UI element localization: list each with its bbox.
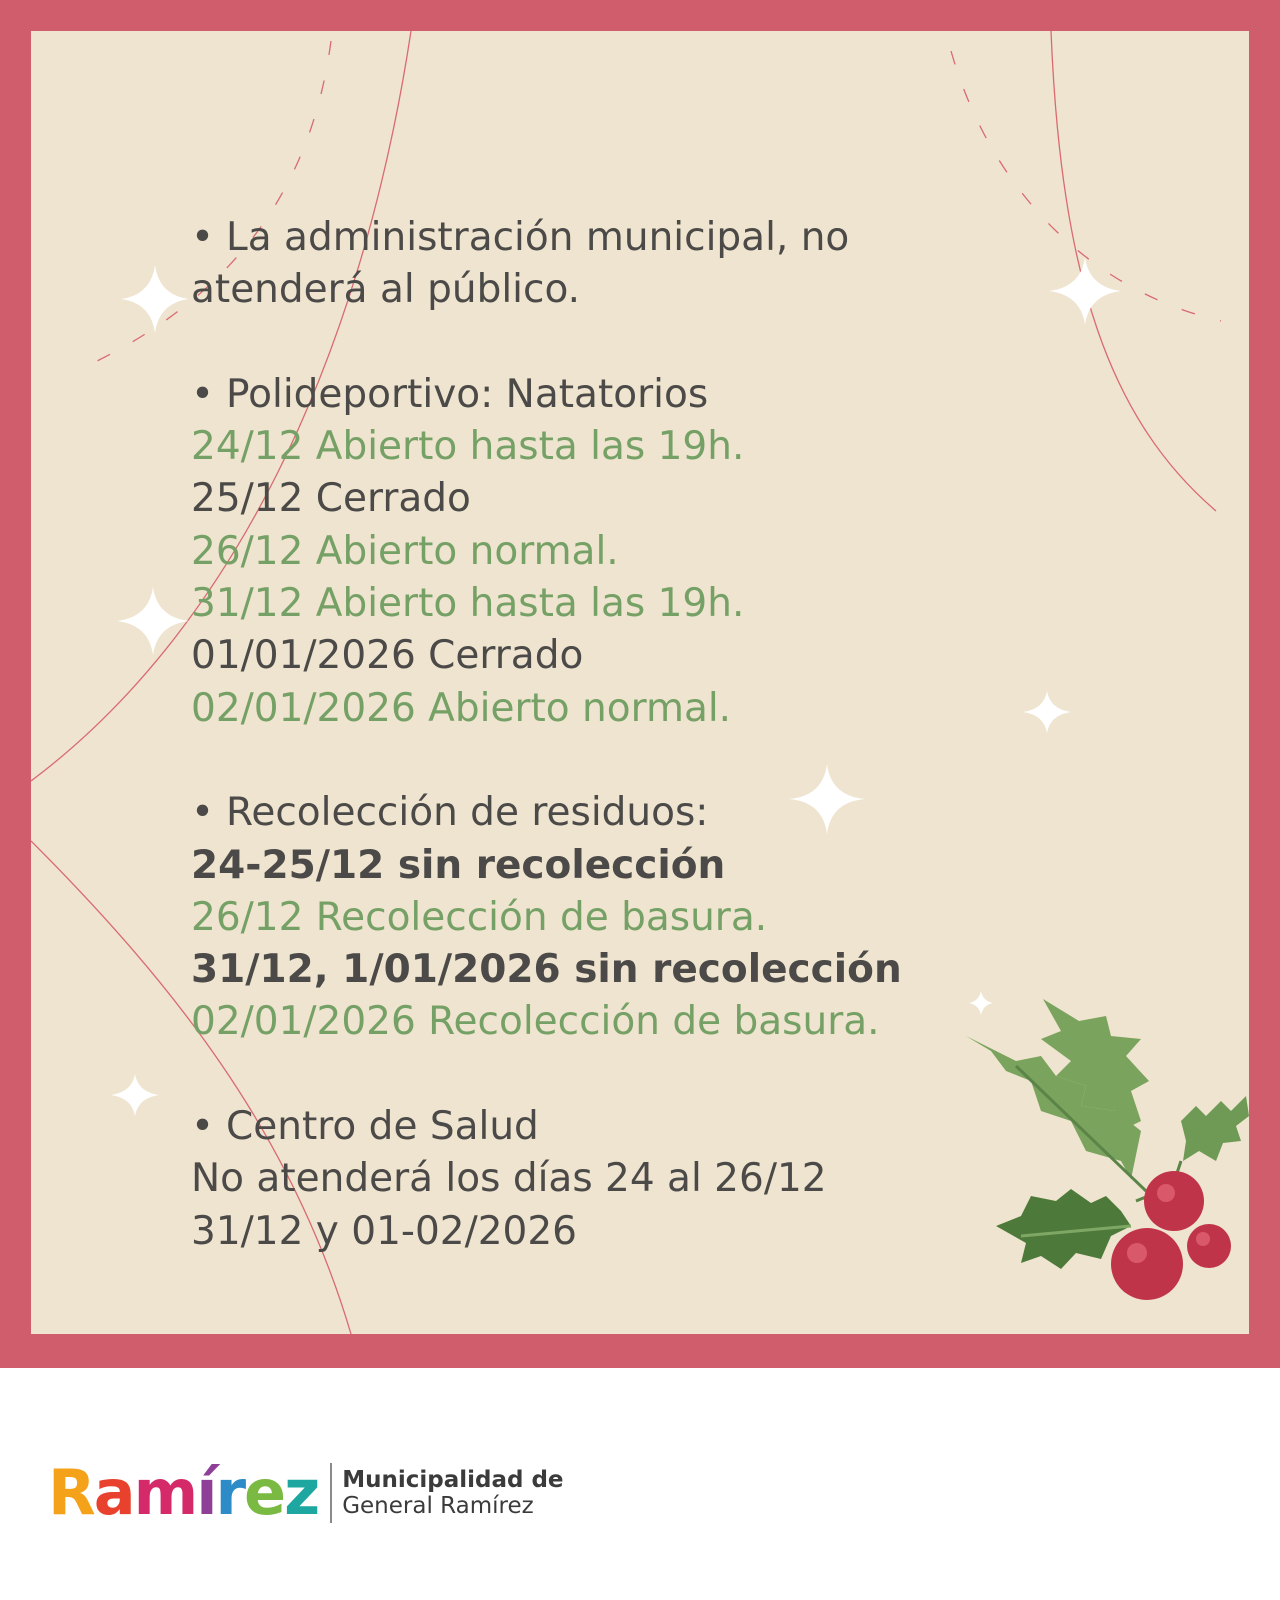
logo-caption — [342, 1467, 563, 1520]
section-centro-salud — [191, 1101, 1091, 1258]
heading-text: Recolección de residuos: — [226, 790, 709, 836]
sparkle-icon — [111, 1074, 159, 1116]
spacer — [191, 317, 1091, 369]
schedule-item: 01/01/2026 Cerrado — [191, 633, 584, 679]
logo-letter: í — [196, 1456, 216, 1529]
logo-letter: a — [93, 1456, 134, 1529]
section-heading — [191, 1101, 1091, 1153]
bullet: • — [191, 371, 215, 417]
section-heading — [191, 787, 1091, 839]
heading-text: La administración municipal, no — [226, 215, 850, 260]
section-heading — [191, 369, 1091, 421]
logo-letter: e — [244, 1456, 285, 1529]
schedule-item: 02/01/2026 Recolección de basura. — [191, 999, 880, 1045]
spacer — [191, 735, 1091, 787]
section-administracion — [191, 212, 1091, 317]
logo-letter: r — [215, 1456, 245, 1529]
schedule-content — [191, 212, 1091, 1258]
schedule-item: 25/12 Cerrado — [191, 476, 471, 522]
sparkle-icon — [117, 587, 189, 655]
logo-org-line2: General Ramírez — [342, 1493, 534, 1519]
schedule-item: 24-25/12 sin recolección — [191, 842, 726, 888]
schedule-item: 02/01/2026 Abierto normal. — [191, 685, 732, 731]
municipality-logo — [48, 1458, 564, 1528]
logo-wordmark — [48, 1456, 319, 1529]
bullet: • — [191, 1104, 215, 1150]
schedule-item: 24/12 Abierto hasta las 19h. — [191, 424, 745, 470]
schedule-item: No atenderá los días 24 al 26/12 — [191, 1156, 827, 1202]
heading-text: Centro de Salud — [226, 1104, 539, 1150]
bullet: • — [191, 215, 215, 260]
logo-letter: m — [133, 1456, 197, 1529]
logo-letter: z — [284, 1456, 319, 1529]
logo-divider — [330, 1463, 332, 1523]
schedule-item: 26/12 Recolección de basura. — [191, 894, 768, 940]
schedule-item: 31/12 Abierto hasta las 19h. — [191, 581, 745, 627]
section-recoleccion — [191, 787, 1091, 1048]
poster-panel — [31, 31, 1249, 1334]
section-polideportivo — [191, 369, 1091, 735]
schedule-item: 31/12 y 01-02/2026 — [191, 1208, 577, 1254]
schedule-item: 31/12, 1/01/2026 sin recolección — [191, 947, 902, 993]
spacer — [191, 1049, 1091, 1101]
schedule-item: 26/12 Abierto normal. — [191, 528, 619, 574]
logo-letter: R — [48, 1456, 94, 1529]
heading-text: Polideportivo: Natatorios — [226, 371, 709, 417]
logo-org-line1: Municipalidad de — [342, 1466, 564, 1493]
bullet: • — [191, 790, 215, 836]
section-heading-continued: atenderá al público. — [191, 267, 581, 313]
section-heading — [191, 212, 1091, 264]
sparkle-icon — [121, 265, 189, 333]
